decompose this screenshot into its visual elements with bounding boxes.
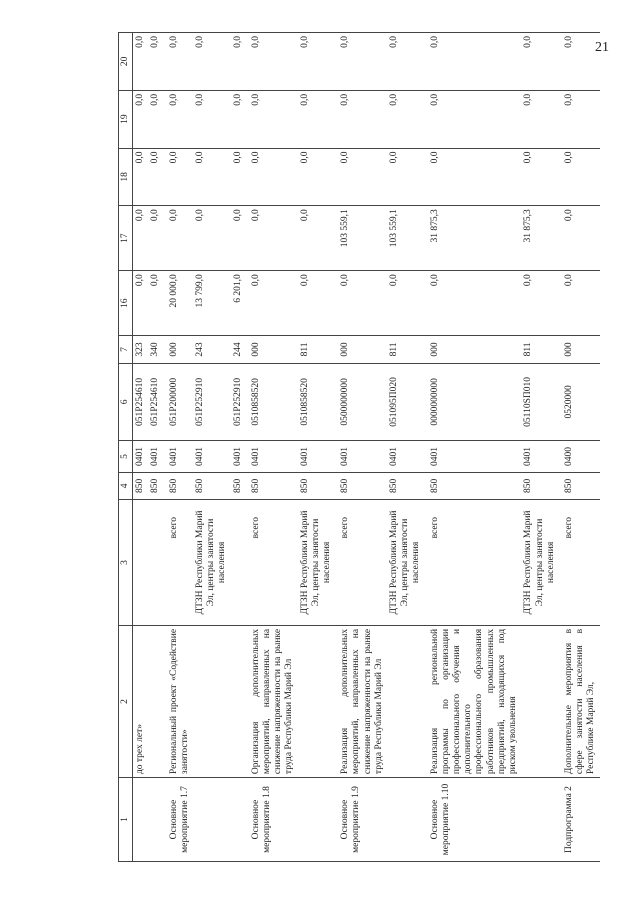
cell-c3 [298, 499, 336, 625]
cell-c1 [298, 778, 336, 862]
cell-c17: 103 559,1 [335, 206, 387, 271]
cell-c2: Региональный проект «Содействие занятости» [164, 625, 193, 777]
cell-c17: 0,0 [164, 206, 193, 271]
cell-c3-text: всего [563, 516, 574, 539]
cell-c17: 0,0 [231, 206, 246, 271]
cell-c4: 850 [559, 472, 600, 499]
cell-c18: 0,0 [246, 148, 298, 206]
cell-c7: 243 [193, 336, 231, 363]
cell-c19: 0,0 [246, 90, 298, 148]
cell-c1 [387, 778, 425, 862]
header-col-2: 2 [119, 625, 133, 777]
cell-c3 [133, 499, 149, 625]
cell-c1 [521, 778, 559, 862]
cell-c19: 0,0 [559, 90, 600, 148]
cell-c4: 850 [246, 472, 298, 499]
cell-c3-text: всего [168, 516, 179, 539]
page-number: 21 [595, 40, 609, 55]
cell-c3-text: ДТЗН Республики Марий Эл, центры занятости населения [389, 510, 422, 615]
cell-c7: 000 [246, 336, 298, 363]
cell-c3 [521, 499, 559, 625]
cell-c3 [164, 499, 193, 625]
cell-c17: 0,0 [148, 206, 163, 271]
cell-c18: 0,0 [164, 148, 193, 206]
cell-c3-text: всего [250, 516, 261, 539]
cell-c16: 0,0 [246, 271, 298, 336]
cell-c19: 0,0 [148, 90, 163, 148]
cell-c2 [387, 625, 425, 777]
table-row [164, 33, 193, 862]
header-col-18: 18 [119, 148, 133, 206]
cell-c5: 0401 [133, 441, 149, 472]
cell-c4: 850 [231, 472, 246, 499]
table-row [193, 33, 231, 862]
cell-c2 [231, 625, 246, 777]
cell-c1 [193, 778, 231, 862]
cell-c19: 0,0 [133, 90, 149, 148]
cell-c16: 0,0 [148, 271, 163, 336]
cell-c6: 051095П020 [387, 363, 425, 441]
cell-c3-text: ДТЗН Республики Марий Эл, центры занятости населения [195, 510, 228, 615]
cell-c20: 0,0 [193, 33, 231, 91]
cell-c2 [148, 625, 163, 777]
table-row [148, 33, 163, 862]
cell-c5: 0400 [559, 441, 600, 472]
cell-c1 [231, 778, 246, 862]
cell-c3 [425, 499, 522, 625]
cell-c1: Основное мероприятие 1.7 [164, 778, 193, 862]
cell-c17: 103 559,1 [387, 206, 425, 271]
cell-c20: 0,0 [335, 33, 387, 91]
cell-c17: 0,0 [559, 206, 600, 271]
cell-c19: 0,0 [298, 90, 336, 148]
cell-c6: 0500000000 [335, 363, 387, 441]
cell-c5: 0401 [335, 441, 387, 472]
header-col-7: 7 [119, 336, 133, 363]
cell-c20: 0,0 [559, 33, 600, 91]
cell-c18: 0,0 [193, 148, 231, 206]
header-col-16: 16 [119, 271, 133, 336]
cell-c20: 0,0 [133, 33, 149, 91]
table-row [521, 33, 559, 862]
cell-c16: 6 201,0 [231, 271, 246, 336]
cell-c4: 850 [335, 472, 387, 499]
cell-c4: 850 [387, 472, 425, 499]
cell-c20: 0,0 [164, 33, 193, 91]
cell-c2: Реализация дополнительных мероприятий, направленных на снижение напряженности на рынке труда Республики Марий Эл [335, 625, 387, 777]
cell-c3 [231, 499, 246, 625]
cell-c18: 0,0 [425, 148, 522, 206]
cell-c5: 0401 [148, 441, 163, 472]
cell-c16: 0,0 [521, 271, 559, 336]
table-row [387, 33, 425, 862]
cell-c5: 0401 [298, 441, 336, 472]
cell-c2: Реализация региональной программы по организации профессионального обучения и дополнительного профессионального образования работников промышленных предприятий, находящихся под риском увольнения [425, 625, 522, 777]
cell-c5: 0401 [246, 441, 298, 472]
cell-c19: 0,0 [387, 90, 425, 148]
cell-c2: до трех лет» [133, 625, 149, 777]
cell-c6: 0510858520 [298, 363, 336, 441]
cell-c7: 244 [231, 336, 246, 363]
cell-c20: 0,0 [521, 33, 559, 91]
header-col-19: 19 [119, 90, 133, 148]
cell-c20: 0,0 [246, 33, 298, 91]
header-col-4: 4 [119, 472, 133, 499]
cell-c2: Организация дополнительных мероприятий, направленных на снижение напряженности на рынке труда Республики Марий Эл [246, 625, 298, 777]
cell-c5: 0401 [425, 441, 522, 472]
cell-c19: 0,0 [425, 90, 522, 148]
cell-c6: 051P252910 [231, 363, 246, 441]
table-body [133, 33, 600, 862]
table-row [133, 33, 149, 862]
cell-c7: 340 [148, 336, 163, 363]
table-row [246, 33, 298, 862]
cell-c19: 0,0 [193, 90, 231, 148]
cell-c16: 0,0 [559, 271, 600, 336]
cell-c6: 051P252910 [193, 363, 231, 441]
header-col-20: 20 [119, 33, 133, 91]
cell-c16: 0,0 [298, 271, 336, 336]
cell-c18: 0,0 [521, 148, 559, 206]
cell-c20: 0,0 [387, 33, 425, 91]
cell-c19: 0,0 [231, 90, 246, 148]
cell-c6: 0510858520 [246, 363, 298, 441]
cell-c4: 850 [148, 472, 163, 499]
cell-c3-text: всего [340, 516, 351, 539]
cell-c5: 0401 [193, 441, 231, 472]
header-col-6: 6 [119, 363, 133, 441]
table-row [559, 33, 600, 862]
cell-c20: 0,0 [425, 33, 522, 91]
header-col-1: 1 [119, 778, 133, 862]
cell-c3 [148, 499, 163, 625]
cell-c16: 20 000,0 [164, 271, 193, 336]
cell-c18: 0,0 [231, 148, 246, 206]
rotated-table-wrapper [118, 32, 639, 862]
cell-c7: 000 [164, 336, 193, 363]
cell-c18: 0,0 [133, 148, 149, 206]
cell-c5: 0401 [521, 441, 559, 472]
cell-c18: 0,0 [559, 148, 600, 206]
cell-c17: 0,0 [133, 206, 149, 271]
cell-c18: 0,0 [387, 148, 425, 206]
table-header-row [119, 33, 133, 862]
cell-c3 [335, 499, 387, 625]
cell-c3-text: ДТЗН Республики Марий Эл, центры занятости населения [523, 510, 556, 615]
header-col-5: 5 [119, 441, 133, 472]
cell-c1: Подпрограмма 2 [559, 778, 600, 862]
cell-c6: 051P254610 [133, 363, 149, 441]
cell-c18: 0,0 [148, 148, 163, 206]
budget-table [118, 32, 600, 862]
cell-c7: 811 [298, 336, 336, 363]
cell-c6: 051P200000 [164, 363, 193, 441]
cell-c20: 0,0 [231, 33, 246, 91]
cell-c3-text: всего [429, 516, 440, 539]
cell-c18: 0,0 [335, 148, 387, 206]
cell-c3 [387, 499, 425, 625]
cell-c2 [193, 625, 231, 777]
cell-c16: 0,0 [387, 271, 425, 336]
cell-c4: 850 [521, 472, 559, 499]
cell-c1: Основное мероприятие 1.9 [335, 778, 387, 862]
cell-c16: 0,0 [335, 271, 387, 336]
cell-c4: 850 [425, 472, 522, 499]
cell-c3 [559, 499, 600, 625]
cell-c5: 0401 [231, 441, 246, 472]
cell-c2 [298, 625, 336, 777]
cell-c3-text: ДТЗН Республики Марий Эл, центры занятости населения [299, 510, 333, 615]
cell-c16: 0,0 [133, 271, 149, 336]
cell-c1: Основное мероприятие 1.8 [246, 778, 298, 862]
cell-c5: 0401 [164, 441, 193, 472]
cell-c4: 850 [193, 472, 231, 499]
cell-c17: 0,0 [193, 206, 231, 271]
table-row [335, 33, 387, 862]
cell-c17: 31 875,3 [521, 206, 559, 271]
header-col-3: 3 [119, 499, 133, 625]
cell-c7: 811 [521, 336, 559, 363]
cell-c4: 850 [133, 472, 149, 499]
cell-c16: 13 799,0 [193, 271, 231, 336]
cell-c17: 0,0 [298, 206, 336, 271]
cell-c7: 000 [559, 336, 600, 363]
cell-c6: 05110SП010 [521, 363, 559, 441]
cell-c16: 0,0 [425, 271, 522, 336]
table-row [298, 33, 336, 862]
cell-c5: 0401 [387, 441, 425, 472]
cell-c1 [133, 778, 149, 862]
cell-c7: 000 [335, 336, 387, 363]
cell-c17: 0,0 [246, 206, 298, 271]
cell-c19: 0,0 [521, 90, 559, 148]
cell-c7: 000 [425, 336, 522, 363]
cell-c7: 811 [387, 336, 425, 363]
cell-c2 [521, 625, 559, 777]
cell-c4: 850 [298, 472, 336, 499]
cell-c19: 0,0 [335, 90, 387, 148]
cell-c17: 31 875,3 [425, 206, 522, 271]
cell-c20: 0,0 [148, 33, 163, 91]
cell-c4: 850 [164, 472, 193, 499]
cell-c3 [246, 499, 298, 625]
cell-c6: 0000000000 [425, 363, 522, 441]
table-row [425, 33, 522, 862]
cell-c6: 051P254610 [148, 363, 163, 441]
cell-c18: 0,0 [298, 148, 336, 206]
cell-c1 [148, 778, 163, 862]
cell-c6: 0520000 [559, 363, 600, 441]
header-col-17: 17 [119, 206, 133, 271]
cell-c1: Основное мероприятие 1.10 [425, 778, 522, 862]
cell-c3 [193, 499, 231, 625]
table-row [231, 33, 246, 862]
cell-c2: Дополнительные мероприятия в сфере занятости населения в Республике Марий Эл, [559, 625, 600, 777]
cell-c20: 0,0 [298, 33, 336, 91]
cell-c7: 323 [133, 336, 149, 363]
cell-c19: 0,0 [164, 90, 193, 148]
